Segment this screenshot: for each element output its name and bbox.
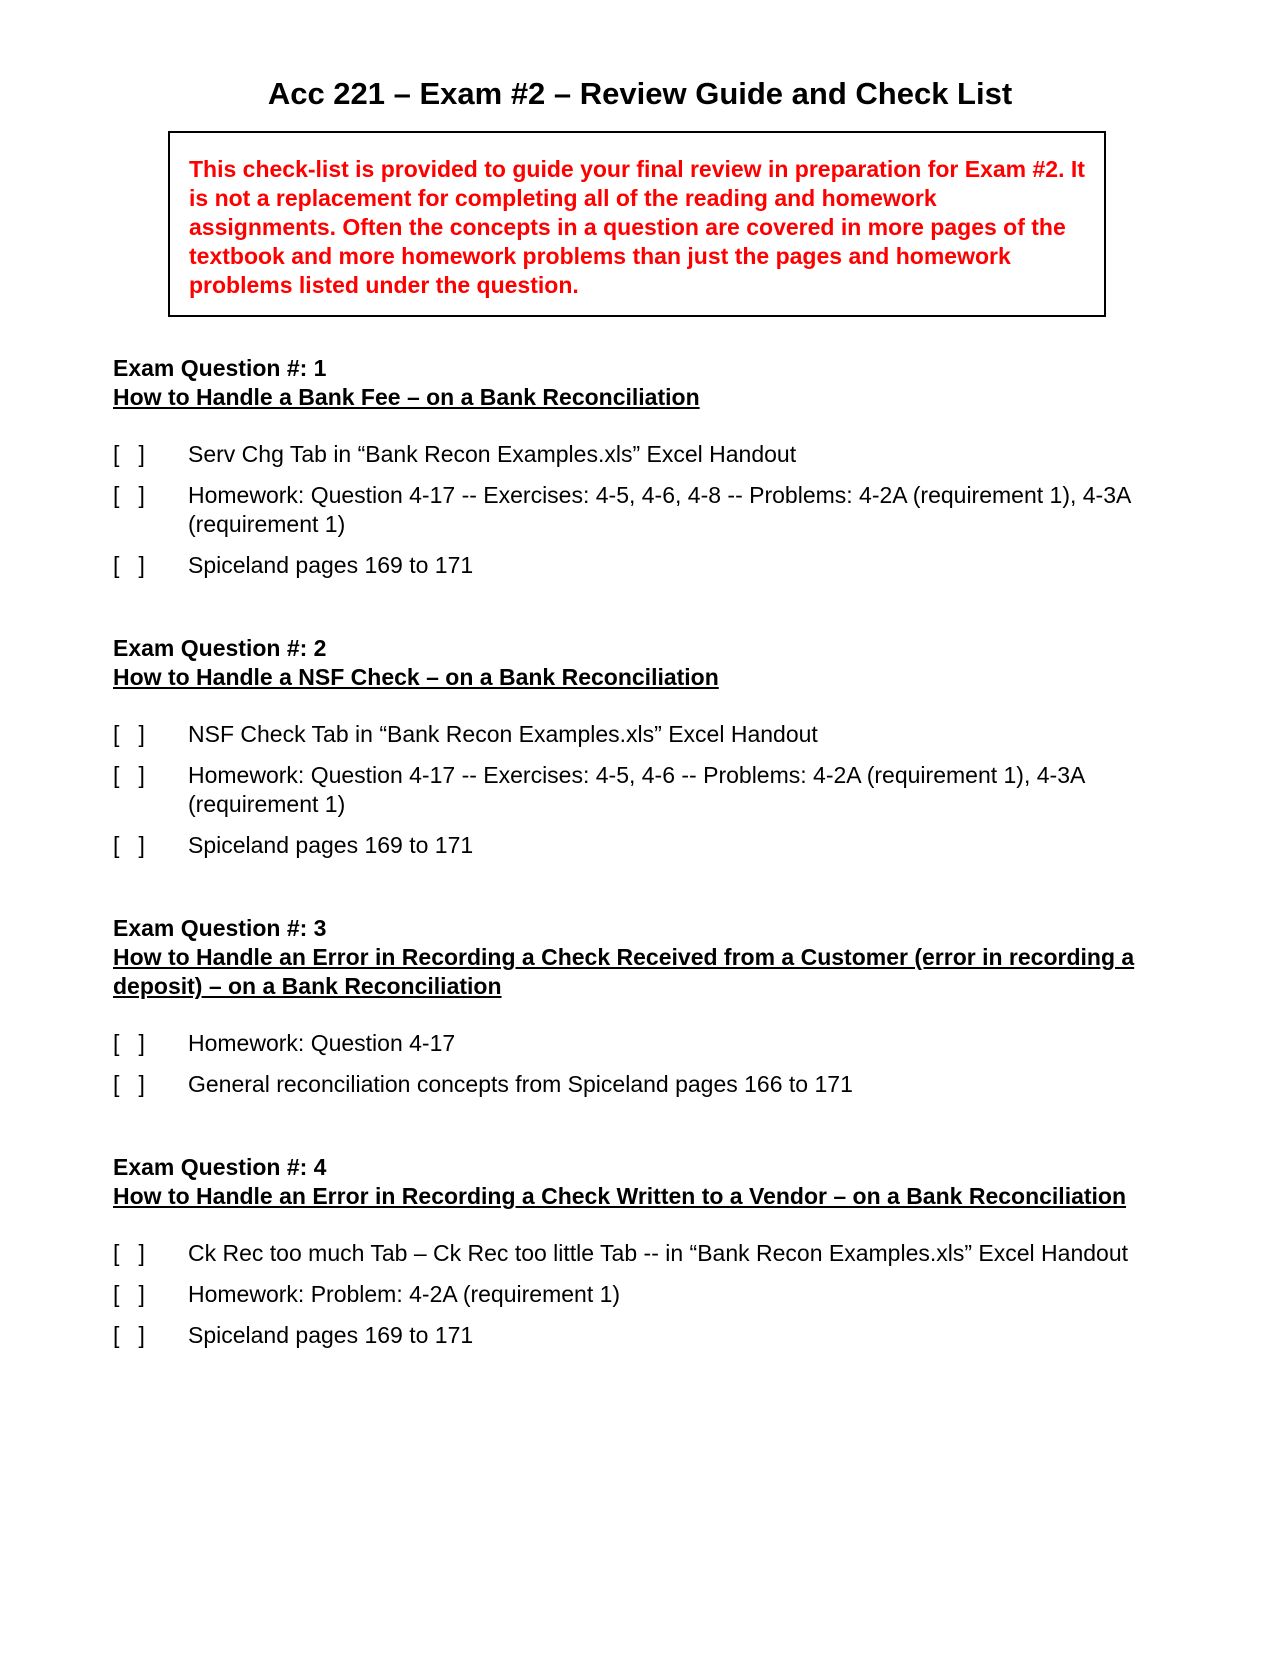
checklist-item-text: Spiceland pages 169 to 171	[188, 832, 474, 858]
question-heading: How to Handle a NSF Check – on a Bank Reconciliation	[113, 664, 719, 690]
checklist-item-text: Homework: Problem: 4-2A (requirement 1)	[188, 1281, 621, 1307]
question-number: Exam Question #: 4	[113, 1154, 327, 1180]
checklist-item	[113, 1239, 1173, 1268]
checklist-item	[113, 831, 1173, 860]
question-section-4	[113, 1153, 1173, 1362]
question-number: Exam Question #: 2	[113, 635, 327, 661]
question-heading: How to Handle a Bank Fee – on a Bank Reconciliation	[113, 384, 700, 410]
checkbox[interactable]: [ ]	[113, 1240, 145, 1266]
checklist-item	[113, 720, 1173, 749]
checkbox[interactable]: [ ]	[113, 441, 145, 467]
checklist-item-text: Homework: Question 4-17 -- Exercises: 4-5, 4-6, 4-8 -- Problems: 4-2A (requirement 1), 4-3A (requirement 1)	[188, 482, 1131, 537]
checklist-item	[113, 440, 1173, 469]
question-section-2	[113, 634, 1173, 872]
question-number: Exam Question #: 1	[113, 355, 327, 381]
notice-box	[168, 131, 1106, 317]
checkbox[interactable]: [ ]	[113, 762, 145, 788]
checklist	[113, 1239, 1173, 1350]
checklist-item-text: Homework: Question 4-17 -- Exercises: 4-5, 4-6 -- Problems: 4-2A (requirement 1), 4-3A (requirement 1)	[188, 762, 1085, 817]
question-heading: How to Handle an Error in Recording a Check Written to a Vendor – on a Bank Reconciliation	[113, 1183, 1127, 1209]
page-title: Acc 221 – Exam #2 – Review Guide and Check List	[267, 76, 1013, 111]
checkbox[interactable]: [ ]	[113, 832, 145, 858]
checkbox[interactable]: [ ]	[113, 552, 145, 578]
checklist-item-text: Spiceland pages 169 to 171	[188, 552, 474, 578]
checklist-item	[113, 1280, 1173, 1309]
checklist-item	[113, 481, 1173, 539]
checklist-item-text: Homework: Question 4-17	[188, 1030, 456, 1056]
checklist-item-text: Ck Rec too much Tab – Ck Rec too little Tab -- in “Bank Recon Examples.xls” Excel Handout	[188, 1240, 1129, 1266]
checklist-item-text: Spiceland pages 169 to 171	[188, 1322, 474, 1348]
question-section-3	[113, 914, 1173, 1111]
question-heading: How to Handle an Error in Recording a Check Received from a Customer (error in recording a deposit) – on a Bank Reconciliation	[113, 944, 1135, 999]
checkbox[interactable]: [ ]	[113, 1071, 145, 1097]
checkbox[interactable]: [ ]	[113, 482, 145, 508]
checklist-item	[113, 1070, 1173, 1099]
question-number: Exam Question #: 3	[113, 915, 327, 941]
checkbox[interactable]: [ ]	[113, 1030, 145, 1056]
checkbox[interactable]: [ ]	[113, 721, 145, 747]
checklist-item-text: Serv Chg Tab in “Bank Recon Examples.xls” Excel Handout	[188, 441, 797, 467]
checklist-item	[113, 551, 1173, 580]
checklist-item	[113, 1321, 1173, 1350]
checkbox[interactable]: [ ]	[113, 1281, 145, 1307]
checklist-item	[113, 761, 1173, 819]
checklist-item-text: NSF Check Tab in “Bank Recon Examples.xls” Excel Handout	[188, 721, 818, 747]
checklist	[113, 440, 1173, 580]
checklist	[113, 1029, 1173, 1099]
checklist-item-text: General reconciliation concepts from Spiceland pages 166 to 171	[188, 1071, 853, 1097]
checklist	[113, 720, 1173, 860]
question-section-1	[113, 354, 1173, 592]
notice-text: This check-list is provided to guide your final review in preparation for Exam #2. It is not a replacement for completing all of the reading and homework assignments. Often the concepts in a question are covered in more pages of the textbook and more homework problems than just the pages and homework problems listed under the question.	[189, 156, 1085, 298]
checklist-item	[113, 1029, 1173, 1058]
checkbox[interactable]: [ ]	[113, 1322, 145, 1348]
